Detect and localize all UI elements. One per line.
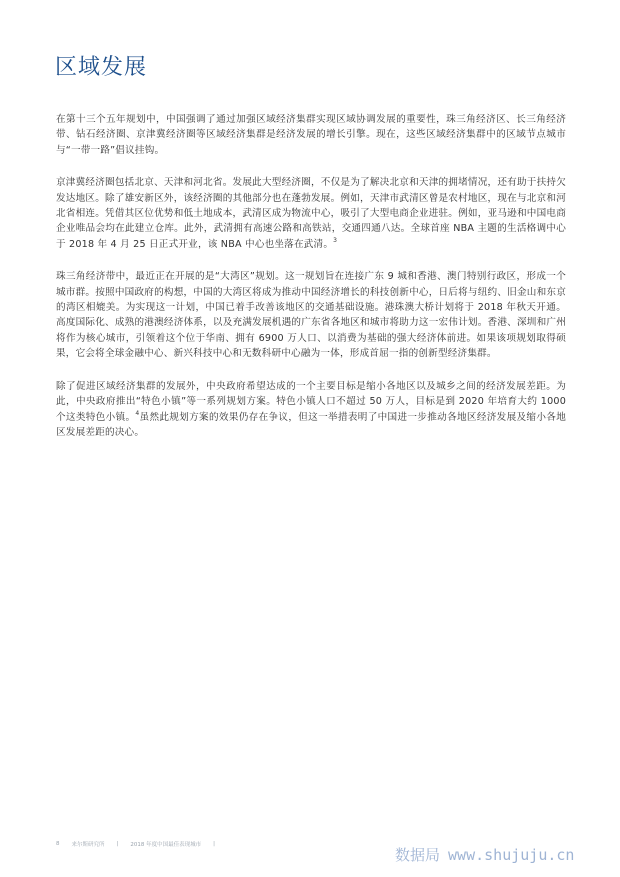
footer-org: 来尔斯研究所 xyxy=(71,842,105,848)
footer-report-title: 2018 年度中国最佳表现城市 xyxy=(130,842,202,848)
footnote-ref[interactable]: 3 xyxy=(333,236,338,244)
paragraph-text: 在第十三个五年规划中，中国强调了通过加强区域经济集群实现区域协调发展的重要性，珠三角经济区、长三角经济带、钻石经济圈、京津冀经济圈等区域经济集群是经济发展的增长引擎。现在，这些区域经济集群中的区域节点城市与“一带一路”倡议挂钩。 xyxy=(56,114,566,156)
article-body xyxy=(56,112,566,457)
page-number: 8 xyxy=(56,841,60,847)
paragraph-2 xyxy=(56,175,566,252)
footer-separator: | xyxy=(116,841,119,847)
watermark xyxy=(395,844,574,865)
watermark-cn: 数据局 xyxy=(395,846,441,864)
paragraph-3 xyxy=(56,269,566,361)
watermark-url: www.shujuju.cn xyxy=(448,846,575,864)
page-footer xyxy=(56,840,215,848)
footer-separator: | xyxy=(213,841,215,847)
paragraph-1 xyxy=(56,112,566,158)
footnote-ref[interactable]: 4 xyxy=(135,409,140,417)
paragraph-text: 虽然此规划方案的效果仍存在争议，但这一举措表明了中国进一步推动各地区经济发展及缩小各地区发展差距的决心。 xyxy=(56,411,566,438)
paragraph-4 xyxy=(56,379,566,441)
paragraph-text: 除了促进区域经济集群的发展外，中央政府希望达成的一个主要目标是缩小各地区以及城乡之间的经济发展差距。为此，中央政府推出“特色小镇”等一系列规划方案。特色小镇人口不超过 50 万人，目标是到 2020 年培育大约 1000 个这类特色小镇。 xyxy=(56,380,566,423)
paragraph-text: 珠三角经济带中，最近正在开展的是“大湾区”规划。这一规划旨在连接广东 9 城和香港、澳门特别行政区，形成一个城市群。按照中国政府的构想，中国的大湾区将成为推动中国经济增长的科技创新中心，日后将与纽约、旧金山和东京的湾区相媲美。为实现这一计划，中国已着手改善该地区的交通基础设施。港珠澳大桥计划将于 2018 年秋天开通。高度国际化、成熟的港澳经济体系，以及充满发展机遇的广东省各地区和城市将助力这一宏伟计划。香港、深圳和广州将作为核心城市，引领着这个位于华南、拥有 6900 万人口、以消费为基础的强大经济体前进。如果该项规划取得硕果，它会将全球金融中心、新兴科技中心和无数科研中心融为一体，形成首屈一指的创新型经济集群。 xyxy=(56,271,566,360)
paragraph-text: 京津冀经济圈包括北京、天津和河北省。发展此大型经济圈，不仅是为了解决北京和天津的拥堵情况，还有助于扶持欠发达地区。除了雄安新区外，该经济圈的其他部分也在蓬勃发展。例如，天津市武清区曾是农村地区，现在与北京和河北省相连。凭借其区位优势和低土地成本，武清区成为物流中心，吸引了大型电商企业进驻。例如，亚马逊和中国电商企业唯品会均在此建立仓库。此外，武清拥有高速公路和高铁站，交通四通八达。全球首座 NBA 主题的生活格调中心于 2018 年 4 月 25 日正式开业，该 NBA 中心也坐落在武清。 xyxy=(56,177,566,250)
page-title: 区域发展 xyxy=(55,55,148,80)
